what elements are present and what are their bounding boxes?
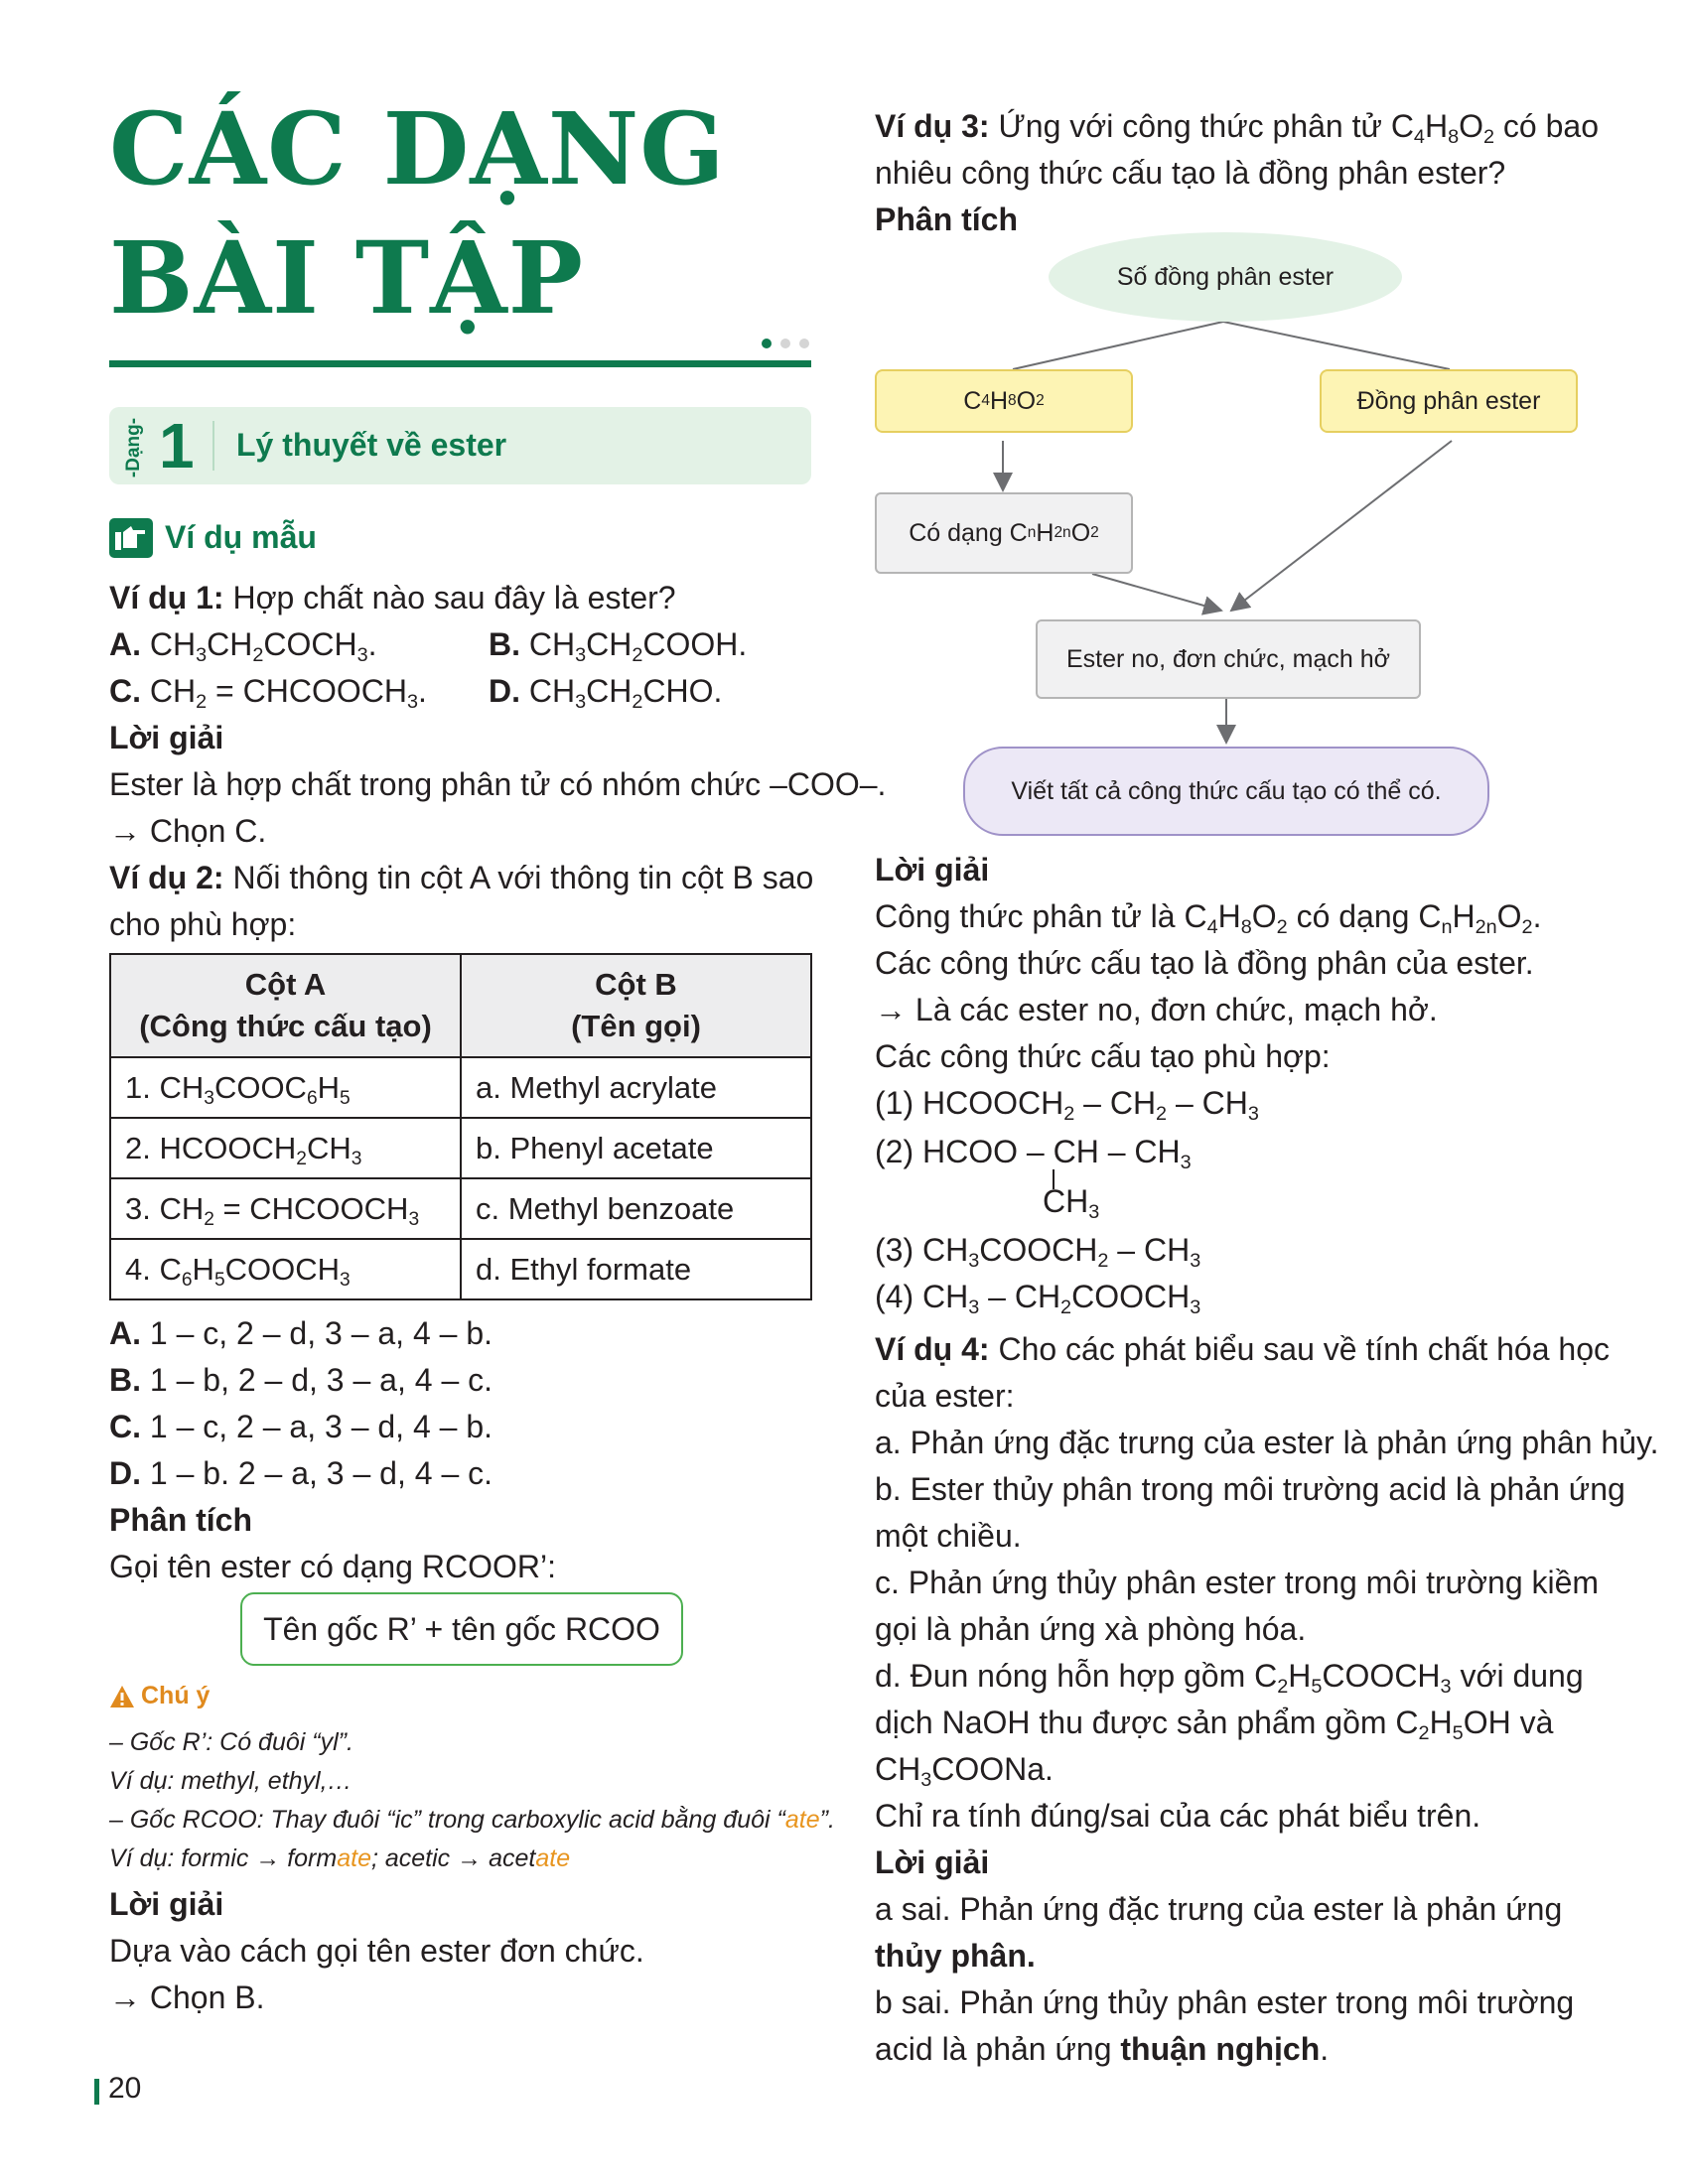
ex1-loi-giai-heading: Lời giải — [109, 720, 224, 755]
ex3-loi-giai-heading: Lời giải — [875, 852, 990, 887]
ex4-statement-c-line-2: gọi là phản ứng xà phòng hóa. — [875, 1611, 1307, 1647]
ex4-statement-a: a. Phản ứng đặc trưng của ester là phản ứng phân hủy. — [875, 1425, 1659, 1460]
ex2-label: Ví dụ 2: — [109, 860, 224, 895]
structure-1: (1) $HCOOCH_2 - CH_2 - CH_3$ — [875, 1085, 1259, 1125]
ex2-choice-b: B. 1 – b, 2 – d, 3 – a, 4 – c. — [109, 1362, 493, 1398]
ex1-answer: → Chọn C. — [109, 813, 267, 849]
note-line-3: – Gốc RCOO: Thay đuôi “ic” trong carboxylic acid bằng đuôi “ate”. — [109, 1806, 835, 1834]
progress-dot — [780, 339, 790, 348]
ex4-statement-b-line-2: một chiều. — [875, 1518, 1022, 1554]
dang-title: Lý thuyết về ester — [236, 427, 507, 463]
dang-number: 1 — [159, 410, 195, 481]
dang-label: -Dạng- — [123, 417, 144, 478]
formula-cell: 3. $CH_2$ = $CHCOOCH_3$ — [110, 1178, 461, 1239]
ex4-statement-d-line-2: dịch NaOH thu được sản phẩm gồm $C_2H_5OH$ và — [875, 1705, 1554, 1744]
warning-icon — [109, 1685, 135, 1708]
flowchart-node-dong-phan-ester: Đồng phân ester — [1320, 369, 1578, 433]
ex2-loi-giai-heading: Lời giải — [109, 1886, 224, 1922]
note-line-2: Ví dụ: methyl, ethyl,… — [109, 1767, 352, 1795]
ex2-choice-c: C. 1 – c, 2 – a, 3 – d, 4 – b. — [109, 1409, 493, 1444]
table-row — [110, 1057, 811, 1118]
ex4-loi-giai-heading: Lời giải — [875, 1844, 990, 1880]
matching-table — [109, 953, 812, 1300]
ex4-ask: Chỉ ra tính đúng/sai của các phát biểu trên. — [875, 1798, 1481, 1834]
name-cell: b. Phenyl acetate — [461, 1118, 811, 1178]
ex2-choice-a: A. 1 – c, 2 – d, 3 – a, 4 – b. — [109, 1315, 493, 1351]
dang-box — [109, 407, 811, 484]
ex1-option-b: B. $CH_3CH_2COOH$. — [489, 626, 748, 666]
structure-4: (4) $CH_3$ – $CH_2COOCH_3$ — [875, 1279, 1201, 1318]
page-number: 20 — [108, 2072, 142, 2105]
ex2-question: Ví dụ 2: Nối thông tin cột A với thông tin cột B sao — [109, 860, 814, 895]
ex3-solution-line-1: Công thức phân tử là $C_4H_8O_2$ có dạng $C_nH_{2n}O_2$. — [875, 898, 1542, 938]
col-b-header: Cột B (Tên gọi) — [461, 954, 811, 1057]
ex2-choice-d: D. 1 – b. 2 – a, 3 – d, 4 – c. — [109, 1455, 493, 1491]
ex1-solution: Ester là hợp chất trong phân tử có nhóm chức –COO–. — [109, 766, 887, 802]
ex4-answer-b: b sai. Phản ứng thủy phân ester trong môi trường — [875, 1984, 1575, 2020]
structure-2: (2) HCOO – CH – $CH_3$ — [875, 1134, 1192, 1173]
note-line-4: Ví dụ: formic → formate; acetic → acetate — [109, 1844, 571, 1872]
progress-dot — [799, 339, 809, 348]
flowchart-node-molecular-formula: C 4 H 8 O 2 — [875, 369, 1133, 433]
table-row — [110, 1239, 811, 1299]
ex2-solution: Dựa vào cách gọi tên ester đơn chức. — [109, 1933, 644, 1969]
ex4-question: Ví dụ 4: Cho các phát biểu sau về tính chất hóa học — [875, 1331, 1610, 1367]
title-line-2: BÀI TẬP — [109, 219, 584, 337]
name-cell: c. Methyl benzoate — [461, 1178, 811, 1239]
pointing-hand-icon — [109, 518, 153, 558]
ex3-question-line-2: nhiêu công thức cấu tạo là đồng phân ester? — [875, 155, 1506, 191]
ex4-question-line-2: của ester: — [875, 1378, 1015, 1414]
note-heading: Chú ý — [109, 1682, 210, 1710]
dang-divider — [212, 421, 214, 471]
page-title — [109, 84, 726, 342]
ex3-question: Ví dụ 3: Ứng với công thức phân tử $C_4H_8O_2$ có bao — [875, 108, 1599, 148]
title-line-1: CÁC DẠNG — [109, 90, 726, 207]
table-row — [110, 1118, 811, 1178]
structure-3: (3) $CH_3COOCH_2 - CH_3$ — [875, 1232, 1201, 1272]
ex4-label: Ví dụ 4: — [875, 1331, 990, 1367]
ex4-statement-d-line-3: $CH_3COONa$. — [875, 1751, 1054, 1791]
ex4-statement-b: b. Ester thủy phân trong môi trường acid là phản ứng — [875, 1471, 1625, 1507]
ex4-statement-d: d. Đun nóng hỗn hợp gồm $C_2H_5COOCH_3$ với dung — [875, 1658, 1584, 1698]
ex1-label: Ví dụ 1: — [109, 580, 224, 615]
ex1-option-d: D. $CH_3CH_2CHO$. — [489, 673, 723, 713]
formula-cell: 4. $C_6H_5COOCH_3$ — [110, 1239, 461, 1299]
ex1-option-c: C. $CH_2$ = $CHCOOCH_3$. — [109, 673, 427, 713]
flowchart-node-so-dong-phan: Số đồng phân ester — [1049, 232, 1402, 322]
ex4-answer-a-line-2: thủy phân. — [875, 1938, 1036, 1974]
ex3-solution-line-3: → Là các ester no, đơn chức, mạch hở. — [875, 992, 1438, 1027]
flowchart-node-general-form: Có dạng C n H 2n O 2 — [875, 492, 1133, 574]
table-header-row — [110, 954, 811, 1057]
vi-du-mau-heading: Ví dụ mẫu — [165, 519, 317, 555]
ex2-question-line-2: cho phù hợp: — [109, 906, 297, 942]
name-cell: d. Ethyl formate — [461, 1239, 811, 1299]
ex3-solution-line-4: Các công thức cấu tạo phù hợp: — [875, 1038, 1331, 1074]
ex4-answer-b-line-2: acid là phản ứng thuận nghịch. — [875, 2031, 1330, 2067]
flowchart-node-ester-no: Ester no, đơn chức, mạch hở — [1036, 619, 1421, 699]
page-number-bar — [94, 2079, 99, 2105]
note-line-1: – Gốc R’: Có đuôi “yl”. — [109, 1728, 353, 1756]
ex2-phan-tich-heading: Phân tích — [109, 1502, 253, 1538]
col-a-header: Cột A (Công thức cấu tạo) — [110, 954, 461, 1057]
name-cell: a. Methyl acrylate — [461, 1057, 811, 1118]
ex3-label: Ví dụ 3: — [875, 108, 990, 144]
flowchart-node-viet-cong-thuc: Viết tất cả công thức cấu tạo có thể có. — [963, 747, 1489, 836]
formula-cell: 2. $HCOOCH_2CH_3$ — [110, 1118, 461, 1178]
ex3-solution-line-2: Các công thức cấu tạo là đồng phân của ester. — [875, 945, 1534, 981]
formula-cell: 1. $CH_3COOC_6H_5$ — [110, 1057, 461, 1118]
ex3-phan-tich-heading: Phân tích — [875, 202, 1019, 237]
table-row — [110, 1178, 811, 1239]
ex4-statement-c: c. Phản ứng thủy phân ester trong môi trường kiềm — [875, 1565, 1600, 1600]
ex1-option-a: A. $CH_3CH_2COCH_3$. — [109, 626, 377, 666]
ex2-analysis: Gọi tên ester có dạng RCOOR’: — [109, 1549, 556, 1584]
ex1-question: Ví dụ 1: Hợp chất nào sau đây là ester? — [109, 580, 676, 615]
naming-formula-box: Tên gốc R’ + tên gốc RCOO — [240, 1592, 683, 1666]
progress-dot-active — [762, 339, 772, 348]
title-rule — [109, 360, 811, 367]
ex4-answer-a: a sai. Phản ứng đặc trưng của ester là phản ứng — [875, 1891, 1563, 1927]
structure-2-branch: $CH_3$ — [1043, 1183, 1100, 1223]
ex2-answer: → Chọn B. — [109, 1979, 265, 2015]
